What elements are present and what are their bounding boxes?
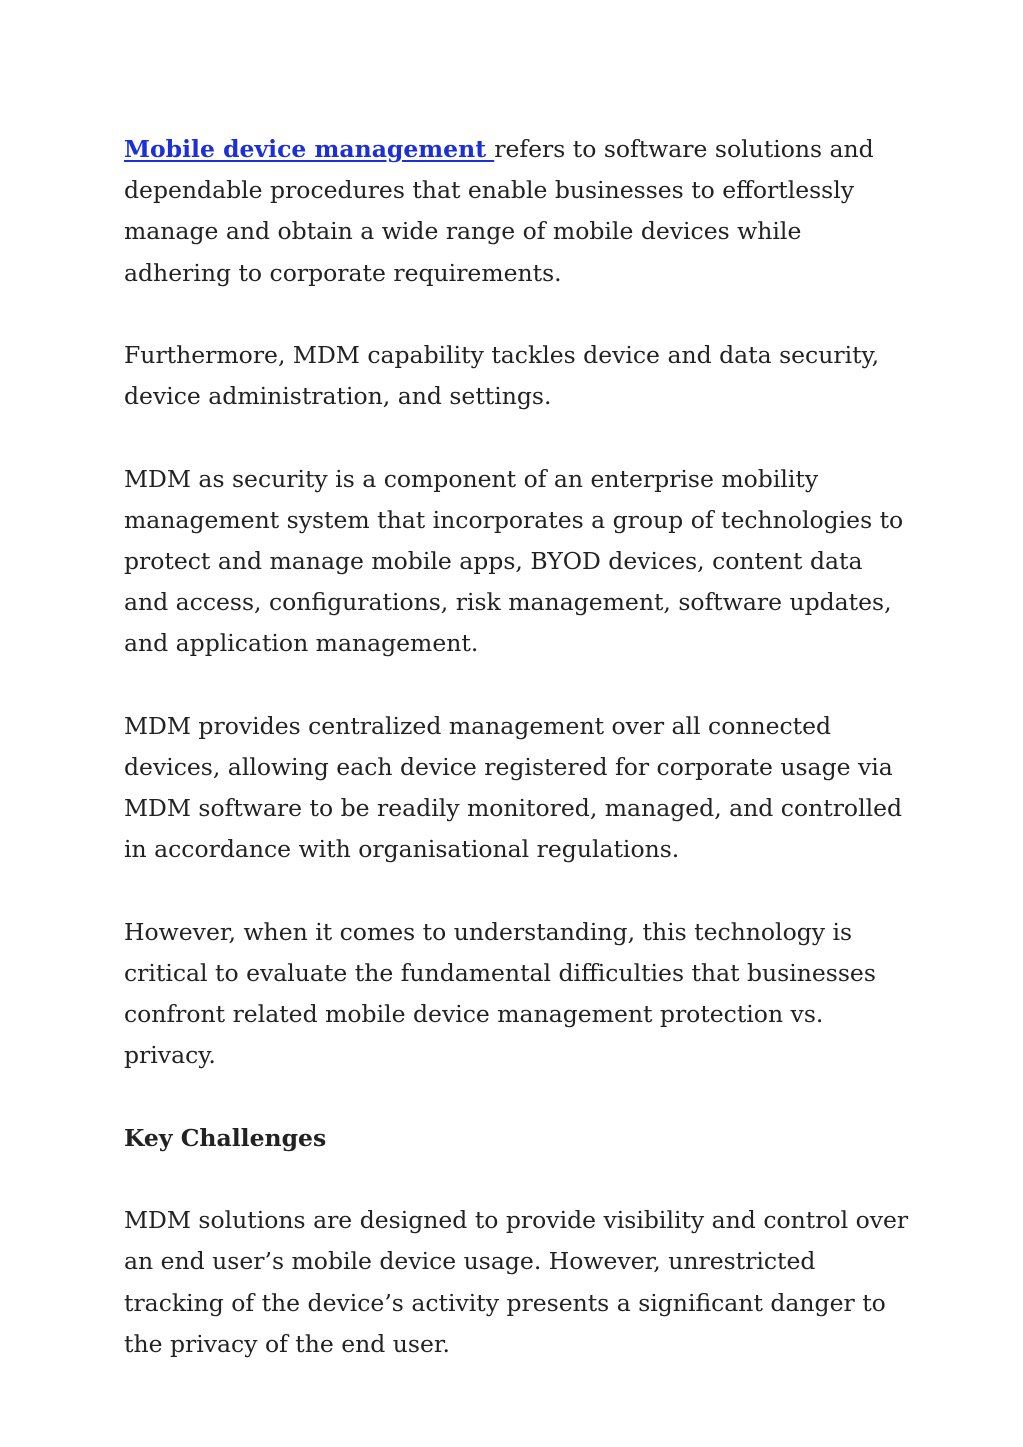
paragraph-challenges: MDM solutions are designed to provide visibility and control over an end user’s mobile device usage. However, unrestricted tracking of the device’s activity presents a significant danger to the privacy of the end user. (124, 1206, 909, 1358)
intro-text: refers to software solutions and dependable procedures that enable businesses to effortlessly manage and obtain a wide range of mobile devices while adhering to corporate requirements. (124, 135, 874, 287)
paragraph-security: MDM as security is a component of an enterprise mobility management system that incorporates a group of technologies to protect and manage mobile apps, BYOD devices, content data and access, configurations, risk management, software updates, and application management. (124, 464, 904, 658)
paragraph-features: Furthermore, MDM capability tackles device and data security, device administration, and settings. (124, 341, 880, 411)
paragraph-difficulties: However, when it comes to understanding, this technology is critical to evaluate the fundamental difficulties that businesses confront related mobile device management protection vs. privacy. (124, 917, 876, 1070)
section-heading: Key Challenges (124, 1123, 327, 1152)
paragraph-centralized: MDM provides centralized management over all connected devices, allowing each device registered for corporate usage via MDM software to be readily monitored, managed, and controlled in accordance with organisational regulations. (124, 711, 903, 864)
mdm-link[interactable]: Mobile device management (124, 135, 495, 163)
intro-paragraph (124, 129, 914, 294)
document-body (124, 129, 914, 1406)
